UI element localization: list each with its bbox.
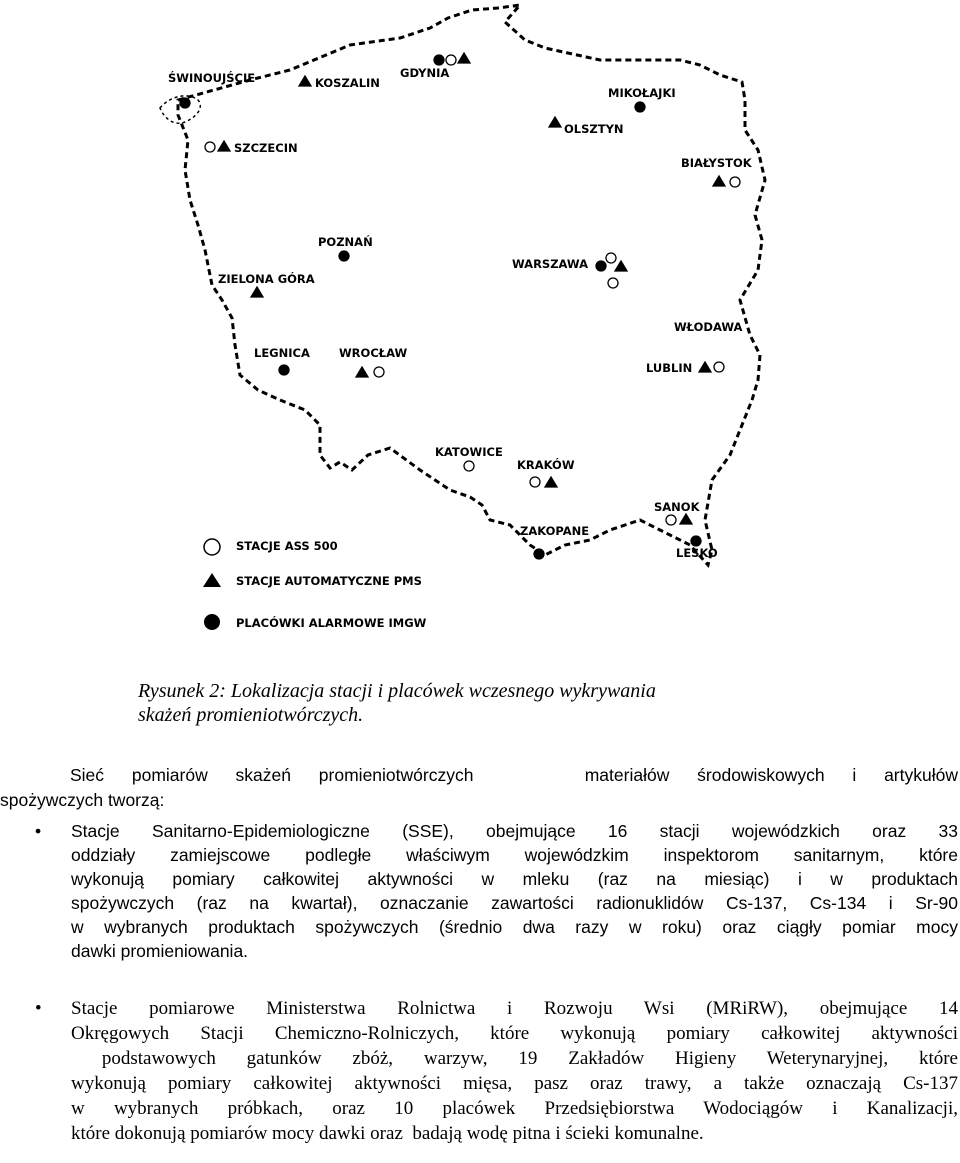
intro-line-1: Sieć pomiarów skażeń promieniotwórczych materiałów środowiskowych i artykułów bbox=[70, 765, 958, 785]
ass500-marker-gdynia bbox=[446, 55, 456, 65]
map-legend bbox=[203, 539, 427, 630]
imgw-marker-zakopane bbox=[534, 549, 544, 559]
legend-pms-label: STACJE AUTOMATYCZNE PMS bbox=[236, 574, 422, 588]
bullet-sse-line: spożywczych (raz na kwartał), oznaczanie zawartości radionuklidów Cs-137, Cs-134 i Sr-90 bbox=[71, 893, 958, 913]
figure-caption bbox=[138, 679, 898, 727]
station-markers bbox=[180, 53, 740, 559]
legend-pms-symbol bbox=[203, 573, 221, 587]
pms-marker-krakow bbox=[545, 477, 557, 487]
imgw-marker-lesko bbox=[691, 536, 701, 546]
caption-line-2: skażeń promieniotwórczych. bbox=[138, 704, 364, 726]
bullet-mrirw-line: w wybranych próbkach, oraz 10 placówek Przedsiębiorstwa Wodociągów i Kanalizacji, bbox=[71, 1098, 958, 1119]
city-label-sanok: SANOK bbox=[654, 500, 700, 514]
imgw-marker-swinoujscie bbox=[180, 98, 190, 108]
city-label-zielona-gora: ZIELONA GÓRA bbox=[218, 272, 315, 286]
imgw-marker-warszawa bbox=[596, 261, 606, 271]
city-label-krakow: KRAKÓW bbox=[517, 458, 575, 472]
legend-ass500-label: STACJE ASS 500 bbox=[236, 539, 338, 553]
bullet-sse-line: w wybranych produktach spożywczych (średnio dwa razy w roku) oraz ciągły pomiar mocy bbox=[71, 917, 958, 937]
pms-marker-szczecin bbox=[218, 141, 230, 151]
pms-marker-wroclaw bbox=[356, 367, 368, 377]
city-label-olsztyn: OLSZTYN bbox=[564, 122, 624, 136]
bullet-mrirw-line: wykonują pomiary całkowitej aktywności mięsa, pasz oraz trawy, a także oznaczają Cs-137 bbox=[71, 1073, 958, 1094]
imgw-marker-legnica bbox=[279, 365, 289, 375]
city-label-katowice: KATOWICE bbox=[435, 445, 503, 459]
city-label-wroclaw: WROCŁAW bbox=[339, 346, 408, 360]
pms-marker-warszawa bbox=[615, 261, 627, 271]
city-label-warszawa: WARSZAWA bbox=[512, 257, 588, 271]
legend-imgw-label: PLACÓWKI ALARMOWE IMGW bbox=[236, 616, 427, 630]
imgw-marker-poznan bbox=[339, 251, 349, 261]
bullet-symbol: • bbox=[35, 998, 42, 1019]
city-label-gdynia: GDYNIA bbox=[400, 66, 450, 80]
caption-line-1: Rysunek 2: Lokalizacja stacji i placówek wczesnego wykrywania bbox=[138, 680, 656, 702]
imgw-marker-gdynia bbox=[434, 55, 444, 65]
ass500-marker-lublin bbox=[714, 362, 724, 372]
city-label-koszalin: KOSZALIN bbox=[315, 76, 380, 90]
ass500-marker-szczecin bbox=[205, 142, 215, 152]
legend-imgw-symbol bbox=[204, 614, 220, 630]
bullet-mrirw-line: Stacje pomiarowe Ministerstwa Rolnictwa i Rozwoju Wsi (MRiRW), obejmujące 14 bbox=[71, 998, 958, 1019]
ass500-marker-wroclaw bbox=[374, 367, 384, 377]
ass500-marker-katowice bbox=[464, 461, 474, 471]
city-label-poznan: POZNAŃ bbox=[318, 235, 373, 249]
bullet-symbol: • bbox=[35, 821, 42, 841]
pms-marker-bialystok bbox=[713, 176, 725, 186]
intro-paragraph bbox=[0, 763, 958, 813]
bullet-sse-line: oddziały zamiejscowe podległe właściwym wojewódzkim inspektorom sanitarnym, które bbox=[71, 845, 958, 865]
imgw-marker-mikolajki bbox=[635, 102, 645, 112]
intro-line-2: spożywczych tworzą: bbox=[0, 790, 165, 810]
pms-marker-lublin bbox=[699, 362, 711, 372]
city-label-mikolajki: MIKOŁAJKI bbox=[608, 86, 676, 100]
pms-marker-gdynia bbox=[458, 53, 470, 63]
bullet-sse-line: wykonują pomiary całkowitej aktywności w mleku (raz na miesiąc) i w produktach bbox=[71, 869, 958, 889]
city-label-bialystok: BIAŁYSTOK bbox=[681, 156, 752, 170]
ass500-marker-sanok bbox=[666, 515, 676, 525]
city-label-lesko: LESKO bbox=[676, 546, 718, 560]
pms-marker-olsztyn bbox=[549, 117, 561, 127]
bullet-mrirw-line: podstawowych gatunków zbóż, warzyw, 19 Zakładów Higieny Weterynaryjnej, które bbox=[71, 1048, 958, 1069]
city-label-swinoujscie: ŚWINOUJŚCIE bbox=[168, 71, 256, 85]
ass500-marker-krakow bbox=[530, 477, 540, 487]
pms-marker-koszalin bbox=[299, 76, 311, 86]
legend-ass500-symbol bbox=[204, 539, 220, 555]
ass500-marker-warszawa-2 bbox=[608, 278, 618, 288]
bullet-mrirw-text bbox=[71, 996, 958, 1146]
bullet-mrirw-line: które dokonują pomiarów mocy dawki oraz badają wodę pitna i ścieki komunalne. bbox=[71, 1123, 704, 1144]
ass500-marker-bialystok bbox=[730, 177, 740, 187]
pms-marker-sanok bbox=[680, 514, 692, 524]
city-label-lublin: LUBLIN bbox=[646, 361, 693, 375]
pms-marker-zielona-gora bbox=[251, 287, 263, 297]
bullet-sse-text bbox=[71, 819, 958, 963]
bullet-mrirw-line: Okręgowych Stacji Chemiczno-Rolniczych, które wykonują pomiary całkowitej aktywności bbox=[71, 1023, 958, 1044]
city-label-wlodawa: WŁODAWA bbox=[674, 320, 743, 334]
city-label-zakopane: ZAKOPANE bbox=[520, 524, 590, 538]
city-label-legnica: LEGNICA bbox=[254, 346, 310, 360]
bullet-sse-line: Stacje Sanitarno-Epidemiologiczne (SSE), obejmujące 16 stacji wojewódzkich oraz 33 bbox=[71, 821, 958, 841]
bullet-sse-line: dawki promieniowania. bbox=[71, 941, 249, 961]
city-label-szczecin: SZCZECIN bbox=[234, 141, 298, 155]
ass500-marker-warszawa-1 bbox=[606, 253, 616, 263]
